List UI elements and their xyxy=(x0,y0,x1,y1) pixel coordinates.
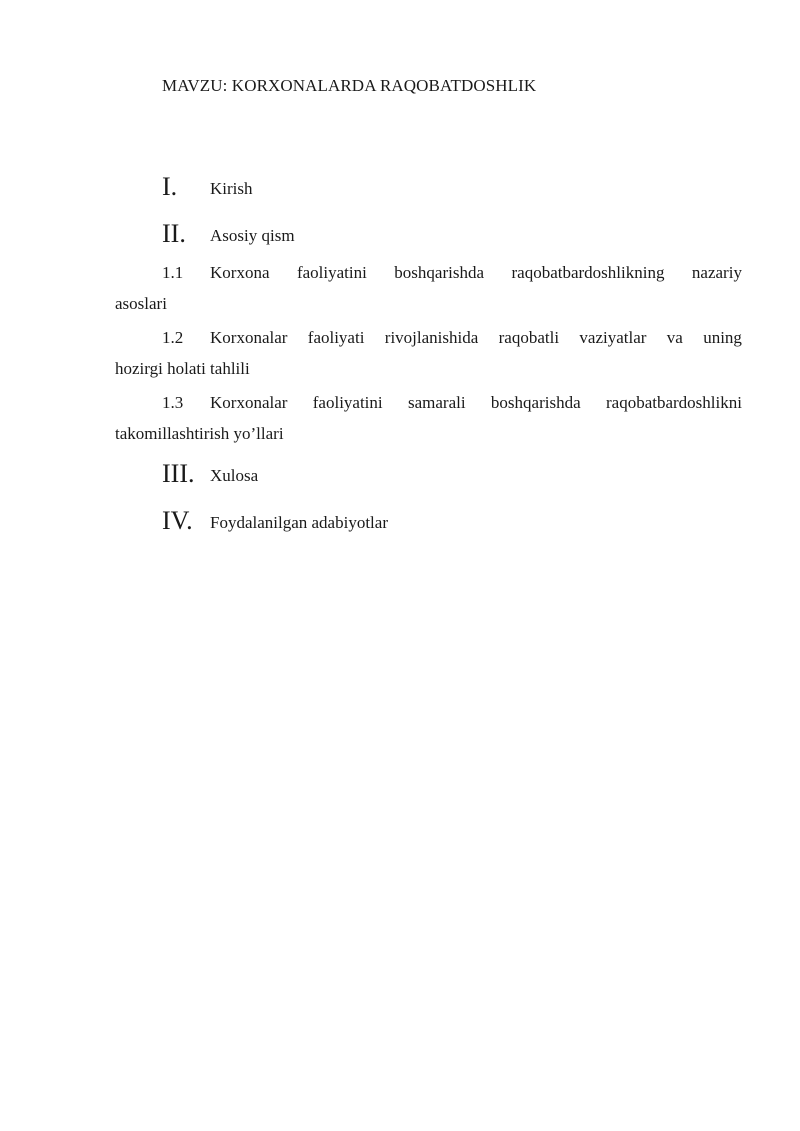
toc-word: Korxona xyxy=(210,263,270,282)
toc-subitem-continuation: hozirgi holati tahlili xyxy=(115,359,250,378)
toc-subitem-1-3 xyxy=(115,387,742,449)
toc-word: boshqarishda xyxy=(490,393,581,412)
toc-word: faoliyatini xyxy=(312,393,383,412)
toc-word: faoliyati xyxy=(307,328,365,347)
toc-subitem-1-1 xyxy=(115,257,742,319)
toc-word: nazariy xyxy=(691,263,742,282)
toc-word: rivojlanishida xyxy=(384,328,479,347)
toc-word: raqobatbardoshlikni xyxy=(605,393,742,412)
toc-word: uning xyxy=(703,328,742,347)
toc-label: Asosiy qism xyxy=(210,226,295,245)
toc-subitem-1-2 xyxy=(115,322,742,384)
toc-numeral: III. xyxy=(162,459,195,488)
toc-word: raqobatli xyxy=(498,328,560,347)
toc-word: Korxonalar xyxy=(210,393,288,412)
page-title: MAVZU: KORXONALARDA RAQOBATDOSHLIK xyxy=(162,76,537,95)
toc-subitem-number: 1.2 xyxy=(162,328,184,347)
toc-word: samarali xyxy=(407,393,466,412)
toc-word: faoliyatini xyxy=(296,263,367,282)
toc-numeral: II. xyxy=(162,219,186,248)
toc-label: Kirish xyxy=(210,179,253,198)
toc-label: Foydalanilgan adabiyotlar xyxy=(210,513,388,532)
toc-subitem-number: 1.1 xyxy=(162,263,184,282)
toc-word: boshqarishda xyxy=(394,263,485,282)
toc-subitem-number: 1.3 xyxy=(162,393,184,412)
toc-subitem-continuation: asoslari xyxy=(115,294,167,313)
toc-numeral: I. xyxy=(162,172,178,201)
toc-numeral: IV. xyxy=(162,506,193,535)
toc-subitem-continuation: takomillashtirish yo’llari xyxy=(115,424,284,443)
toc-word: vaziyatlar xyxy=(579,328,647,347)
toc-word: Korxonalar xyxy=(210,328,288,347)
toc-word: raqobatbardoshlikning xyxy=(511,263,665,282)
toc-label: Xulosa xyxy=(210,466,259,485)
toc-word: va xyxy=(666,328,683,347)
